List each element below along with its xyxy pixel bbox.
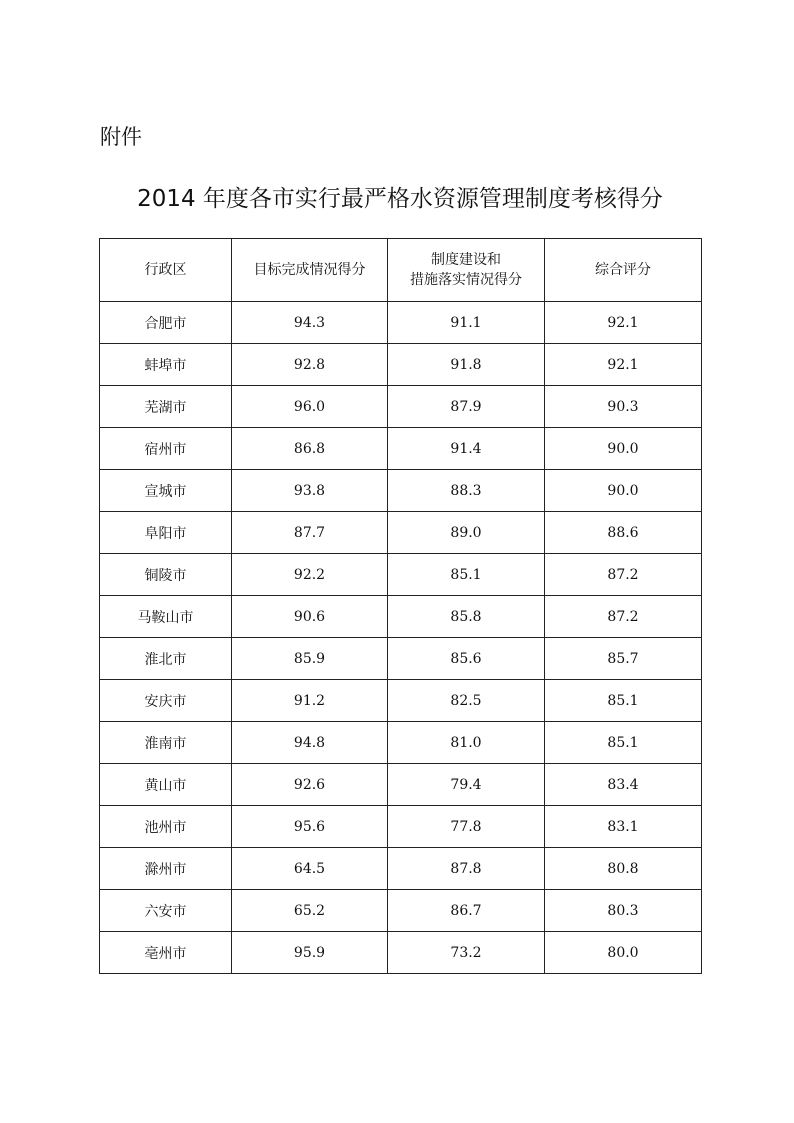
cell-overall-score: 90.0 — [545, 470, 702, 512]
cell-system-score: 89.0 — [388, 512, 545, 554]
cell-overall-score: 85.1 — [545, 680, 702, 722]
cell-region: 黄山市 — [100, 764, 232, 806]
attachment-label: 附件 — [100, 125, 142, 149]
table-row — [100, 890, 702, 932]
cell-region: 宣城市 — [100, 470, 232, 512]
cell-region: 宿州市 — [100, 428, 232, 470]
cell-target-score: 94.3 — [232, 302, 388, 344]
table-row — [100, 596, 702, 638]
table-body — [100, 302, 702, 974]
cell-overall-score: 85.1 — [545, 722, 702, 764]
cell-target-score: 96.0 — [232, 386, 388, 428]
cell-system-score: 91.4 — [388, 428, 545, 470]
cell-overall-score: 87.2 — [545, 554, 702, 596]
cell-target-score: 94.8 — [232, 722, 388, 764]
cell-target-score: 65.2 — [232, 890, 388, 932]
cell-overall-score: 87.2 — [545, 596, 702, 638]
cell-system-score: 85.8 — [388, 596, 545, 638]
cell-system-score: 91.1 — [388, 302, 545, 344]
cell-target-score: 86.8 — [232, 428, 388, 470]
cell-system-score: 88.3 — [388, 470, 545, 512]
cell-system-score: 87.9 — [388, 386, 545, 428]
cell-target-score: 87.7 — [232, 512, 388, 554]
table-row — [100, 680, 702, 722]
cell-region: 淮南市 — [100, 722, 232, 764]
cell-overall-score: 92.1 — [545, 302, 702, 344]
cell-target-score: 90.6 — [232, 596, 388, 638]
cell-target-score: 93.8 — [232, 470, 388, 512]
cell-system-score: 91.8 — [388, 344, 545, 386]
table-row — [100, 470, 702, 512]
table-row — [100, 386, 702, 428]
cell-overall-score: 90.3 — [545, 386, 702, 428]
cell-overall-score: 92.1 — [545, 344, 702, 386]
cell-overall-score: 83.4 — [545, 764, 702, 806]
cell-region: 池州市 — [100, 806, 232, 848]
cell-system-score: 77.8 — [388, 806, 545, 848]
table-header — [100, 239, 702, 302]
cell-system-score: 82.5 — [388, 680, 545, 722]
table-row — [100, 428, 702, 470]
header-target-score: 目标完成情况得分 — [232, 239, 388, 302]
cell-overall-score: 80.8 — [545, 848, 702, 890]
cell-region: 合肥市 — [100, 302, 232, 344]
cell-target-score: 95.6 — [232, 806, 388, 848]
table-row — [100, 848, 702, 890]
cell-system-score: 85.1 — [388, 554, 545, 596]
cell-region: 亳州市 — [100, 932, 232, 974]
cell-overall-score: 83.1 — [545, 806, 702, 848]
table-row — [100, 764, 702, 806]
cell-target-score: 85.9 — [232, 638, 388, 680]
table-row — [100, 302, 702, 344]
cell-system-score: 73.2 — [388, 932, 545, 974]
cell-region: 铜陵市 — [100, 554, 232, 596]
cell-system-score: 81.0 — [388, 722, 545, 764]
cell-target-score: 64.5 — [232, 848, 388, 890]
table-row — [100, 638, 702, 680]
cell-system-score: 79.4 — [388, 764, 545, 806]
header-overall-score: 综合评分 — [545, 239, 702, 302]
cell-overall-score: 80.3 — [545, 890, 702, 932]
header-system-line2: 措施落实情况得分 — [410, 272, 522, 288]
cell-system-score: 86.7 — [388, 890, 545, 932]
cell-overall-score: 88.6 — [545, 512, 702, 554]
cell-target-score: 95.9 — [232, 932, 388, 974]
cell-region: 安庆市 — [100, 680, 232, 722]
header-row — [100, 239, 702, 302]
cell-region: 蚌埠市 — [100, 344, 232, 386]
header-system-line1: 制度建设和 — [431, 252, 501, 268]
cell-target-score: 92.2 — [232, 554, 388, 596]
cell-target-score: 91.2 — [232, 680, 388, 722]
cell-region: 滁州市 — [100, 848, 232, 890]
cell-region: 阜阳市 — [100, 512, 232, 554]
cell-target-score: 92.6 — [232, 764, 388, 806]
cell-system-score: 85.6 — [388, 638, 545, 680]
cell-system-score: 87.8 — [388, 848, 545, 890]
cell-overall-score: 90.0 — [545, 428, 702, 470]
document-title: 2014 年度各市实行最严格水资源管理制度考核得分 — [137, 186, 663, 212]
cell-target-score: 92.8 — [232, 344, 388, 386]
cell-overall-score: 80.0 — [545, 932, 702, 974]
table-row — [100, 722, 702, 764]
table-row — [100, 932, 702, 974]
cell-region: 六安市 — [100, 890, 232, 932]
cell-overall-score: 85.7 — [545, 638, 702, 680]
header-region: 行政区 — [100, 239, 232, 302]
header-system-score — [388, 239, 545, 302]
cell-region: 芜湖市 — [100, 386, 232, 428]
table-row — [100, 512, 702, 554]
table-row — [100, 554, 702, 596]
table-row — [100, 344, 702, 386]
score-table — [99, 238, 702, 974]
table-row — [100, 806, 702, 848]
cell-region: 马鞍山市 — [100, 596, 232, 638]
cell-region: 淮北市 — [100, 638, 232, 680]
